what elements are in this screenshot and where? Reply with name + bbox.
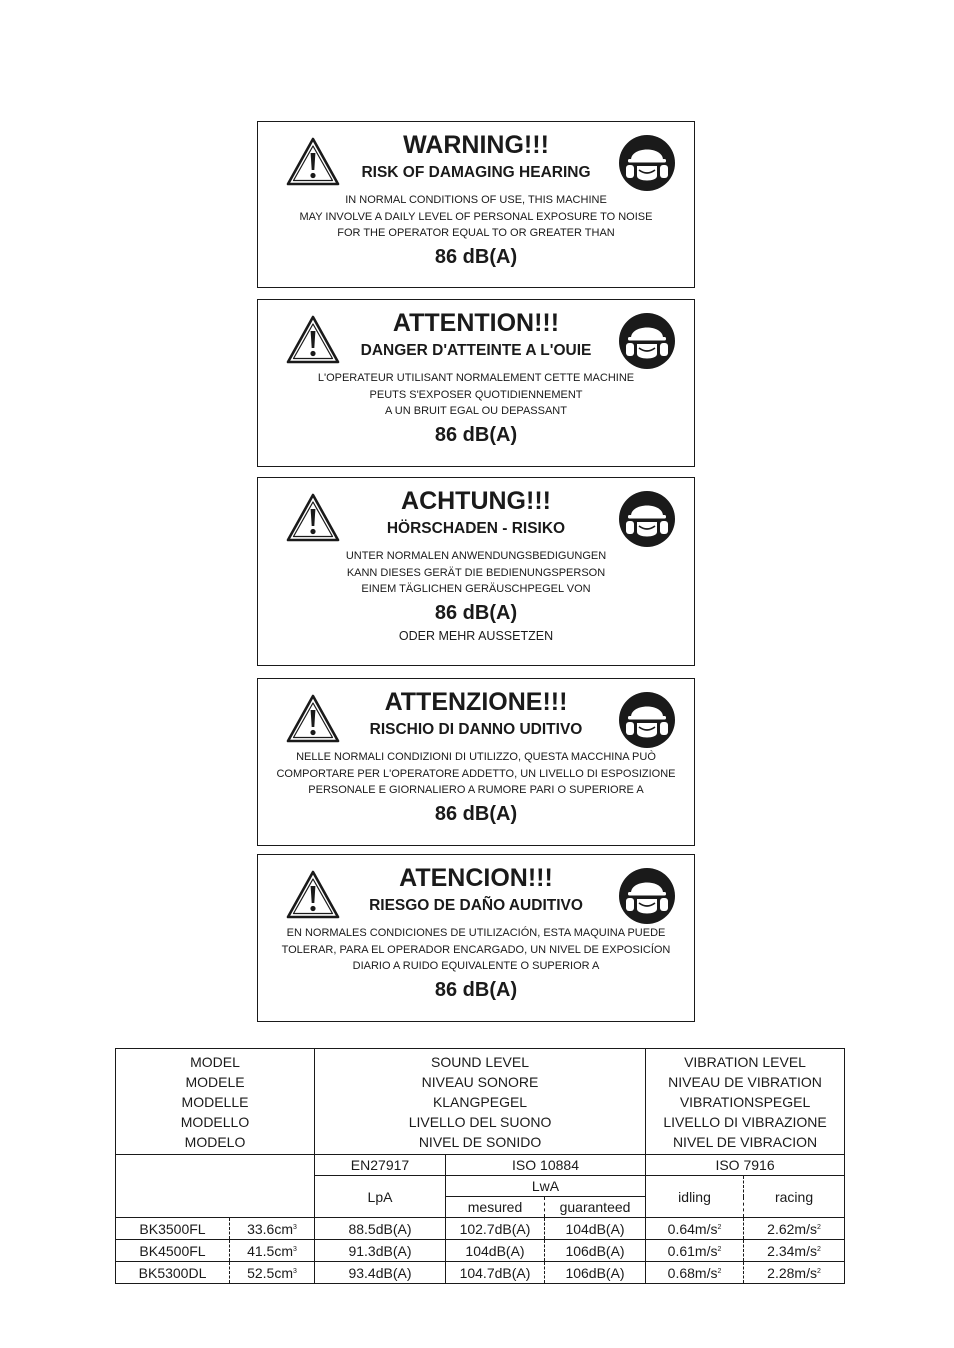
table-row: [116, 1218, 845, 1240]
noise-level: 86 dB(A): [434, 601, 518, 624]
lwa-guaranteed-cell: 106dB(A): [545, 1262, 646, 1284]
warning-triangle-icon: [285, 314, 341, 366]
model-header: MODEL MODELE MODELLE MODELLO MODELO: [116, 1049, 315, 1155]
displacement-cell: $41.5cm^3$: [230, 1240, 315, 1262]
panel-title: ATTENTION!!!: [392, 309, 560, 337]
idling-cell: $0.68m/s^2$: [646, 1262, 744, 1284]
warning-triangle-icon: [285, 492, 341, 544]
lwa-guaranteed-cell: 104dB(A): [545, 1218, 646, 1240]
racing-cell: $2.34m/s^2$: [744, 1240, 845, 1262]
model-cell: BK5300DL: [116, 1262, 230, 1284]
noise-level: 86 dB(A): [434, 423, 518, 446]
panel-subtitle: RISCHIO DI DANNO UDITIVO: [369, 721, 583, 738]
empty-cell: [116, 1155, 315, 1218]
panel-body: EN NORMALES CONDICIONES DE UTILIZACIÓN, ESTA MAQUINA PUEDE TOLERAR, PARA EL OPERADOR ENCARGADO, UN NIVEL DE EXPOSICÍON DIARIO A RUIDO EQUIVALENTE O SUPERIOR A: [281, 927, 671, 972]
panel-title: ATTENZIONE!!!: [384, 688, 568, 716]
guaranteed-header: guaranteed: [545, 1197, 646, 1218]
idling-cell: $0.64m/s^2$: [646, 1218, 744, 1240]
standard-iso7916: ISO 7916: [646, 1155, 845, 1176]
panel-subtitle: DANGER D'ATTEINTE A L'OUIE: [360, 342, 592, 359]
panel-title: WARNING!!!: [403, 131, 549, 159]
racing-cell: $2.28m/s^2$: [744, 1262, 845, 1284]
warning-triangle-icon: [285, 869, 341, 921]
standards-row: [116, 1155, 845, 1176]
warning-panel-en: [257, 121, 695, 288]
model-cell: BK3500FL: [116, 1218, 230, 1240]
warning-panel-fr: [257, 299, 695, 467]
hearing-protection-icon: [618, 312, 676, 370]
panel-body: NELLE NORMALI CONDIZIONI DI UTILIZZO, QUESTA MACCHINA PUÒ COMPORTARE PER L'OPERATORE ADDETTO, UN LIVELLO DI ESPOSIZIONE PERSONALE E GIORNALIERO A RUMORE PARI O SUPERIORE A: [276, 751, 676, 796]
panel-body: L'OPERATEUR UTILISANT NORMALEMENT CETTE MACHINE PEUTS S'EXPOSER QUOTIDIENNEMENT A UN BRUIT EGAL OU DEPASSANT: [317, 372, 635, 417]
panel-body: UNTER NORMALEN ANWENDUNGSBEDIGUNGEN KANN DIESES GERÄT DIE BEDIENUNGSPERSON EINEM TÄGLICHEN GERÄUSCHPEGEL VON: [345, 550, 607, 595]
warning-panel-de: [257, 477, 695, 666]
panel-subtitle: RIESGO DE DAÑO AUDITIVO: [369, 897, 583, 914]
hearing-protection-icon: [618, 691, 676, 749]
lpa-cell: 93.4dB(A): [315, 1262, 446, 1284]
lpa-cell: 88.5dB(A): [315, 1218, 446, 1240]
header-row: [116, 1049, 845, 1155]
table-row: [116, 1262, 845, 1284]
specification-table: [115, 1048, 845, 1284]
table-row: [116, 1240, 845, 1262]
measured-header: mesured: [446, 1197, 545, 1218]
standard-en27917: EN27917: [315, 1155, 446, 1176]
lwa-measured-cell: 104dB(A): [446, 1240, 545, 1262]
model-cell: BK4500FL: [116, 1240, 230, 1262]
panel-subtitle: RISK OF DAMAGING HEARING: [361, 164, 591, 181]
warning-triangle-icon: [285, 693, 341, 745]
idling-header: idling: [646, 1176, 744, 1218]
lwa-measured-cell: 104.7dB(A): [446, 1262, 545, 1284]
panel-title: ATENCION!!!: [399, 864, 553, 892]
lwa-guaranteed-cell: 106dB(A): [545, 1240, 646, 1262]
panel-subtitle: HÖRSCHADEN - RISIKO: [386, 520, 566, 537]
racing-header: racing: [744, 1176, 845, 1218]
displacement-cell: $33.6cm^3$: [230, 1218, 315, 1240]
vibration-level-header: VIBRATION LEVEL NIVEAU DE VIBRATION VIBRATIONSPEGEL LIVELLO DI VIBRAZIONE NIVEL DE VIBRACION: [646, 1049, 845, 1155]
lpa-cell: 91.3dB(A): [315, 1240, 446, 1262]
panel-body: IN NORMAL CONDITIONS OF USE, THIS MACHINE MAY INVOLVE A DAILY LEVEL OF PERSONAL EXPOSURE TO NOISE FOR THE OPERATOR EQUAL TO OR GREATER THAN: [299, 194, 653, 239]
warning-panel-it: [257, 678, 695, 846]
standard-iso10884: ISO 10884: [446, 1155, 646, 1176]
racing-cell: $2.62m/s^2$: [744, 1218, 845, 1240]
hearing-protection-icon: [618, 134, 676, 192]
warning-panel-es: [257, 854, 695, 1022]
displacement-cell: $52.5cm^3$: [230, 1262, 315, 1284]
noise-level: 86 dB(A): [434, 802, 518, 825]
noise-level: 86 dB(A): [434, 245, 518, 268]
hearing-protection-icon: [618, 867, 676, 925]
lpa-header: LpA: [315, 1176, 446, 1218]
lwa-header: LwA: [446, 1176, 646, 1197]
hearing-protection-icon: [618, 490, 676, 548]
noise-level: 86 dB(A): [434, 978, 518, 1001]
panel-footer: ODER MEHR AUSSETZEN: [398, 628, 554, 643]
panel-title: ACHTUNG!!!: [401, 487, 551, 515]
sound-level-header: SOUND LEVEL NIVEAU SONORE KLANGPEGEL LIVELLO DEL SUONO NIVEL DE SONIDO: [315, 1049, 646, 1155]
lwa-measured-cell: 102.7dB(A): [446, 1218, 545, 1240]
warning-triangle-icon: [285, 136, 341, 188]
idling-cell: $0.61m/s^2$: [646, 1240, 744, 1262]
